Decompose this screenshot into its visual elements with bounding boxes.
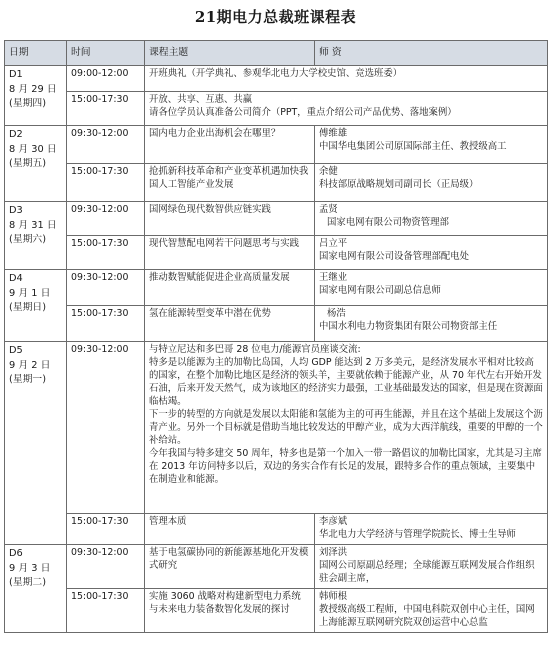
day-cell — [5, 342, 67, 545]
day-code: D2 — [9, 129, 23, 140]
topic-cell — [145, 514, 315, 545]
topic-cell — [145, 270, 315, 306]
day-weekday: (星期一) — [9, 374, 47, 386]
table-row — [5, 126, 548, 164]
teacher-name: 刘泽洪 — [319, 546, 348, 558]
table-row — [5, 514, 548, 545]
teacher-name: 韩师根 — [319, 590, 348, 602]
topic-cell — [145, 342, 548, 514]
topic-cell — [145, 92, 548, 126]
topic-text: 开放、共享、互惠、共赢 — [149, 94, 253, 105]
topic-text: 与特立尼达和多巴哥 28 位电力/能源官员座谈交流: — [149, 344, 361, 355]
topic-text: 推动数智赋能促进企业高质量发展 — [149, 272, 290, 283]
teacher-name: 李彦斌 — [319, 516, 348, 527]
table-row — [5, 92, 548, 126]
teacher-cell — [315, 202, 548, 236]
page-title: 21期电力总裁班课程表 — [194, 8, 357, 26]
topic-text: 开班典礼（开学典礼、参观华北电力大学校史馆、竞选班委） — [149, 68, 403, 79]
day-cell — [5, 270, 67, 342]
day-date: 9 月 1 日 — [9, 287, 51, 299]
day-code: D1 — [9, 69, 23, 80]
teacher-name: 王继业 — [319, 272, 348, 283]
teacher-title: 中国水利电力物资集团有限公司物资部主任 — [319, 320, 498, 332]
time-cell: 09:30-12:00 — [67, 544, 145, 588]
day-cell — [5, 126, 67, 202]
teacher-title: 国家电网有限公司副总信息师 — [319, 284, 441, 296]
time-cell: 09:30-12:00 — [67, 202, 145, 236]
teacher-cell — [315, 514, 548, 545]
topic-cell — [145, 126, 315, 164]
teacher-name: 余健 — [319, 166, 338, 177]
day-date: 9 月 2 日 — [9, 359, 51, 371]
time-cell: 15:00-17:30 — [67, 306, 145, 342]
table-row — [5, 306, 548, 342]
teacher-name: 傅维雄 — [319, 128, 348, 139]
time-cell: 09:30-12:00 — [67, 342, 145, 514]
topic-cell — [145, 544, 315, 588]
teacher-title: 教授级高级工程师，中国电科院双创中心主任，国网上海能源互联网研究院双创运营中心总监 — [319, 603, 535, 628]
table-row — [5, 270, 548, 306]
day-weekday: (星期五) — [9, 158, 47, 170]
time-cell: 15:00-17:30 — [67, 164, 145, 202]
table-row — [5, 66, 548, 92]
topic-text: 特多是以能源为主的加勒比岛国，人均 GDP 能达到 2 万多美元，是经济发展水平相对比较高的国家，在整个加勒比地区是经济的领头羊，主要就依赖于能源产业，从 70 年代左右开始开发石油，后来开发天然气，成为该地区的经济实力最强，工业基础最发达的国家，但是现在资源面临枯竭。 — [149, 356, 543, 407]
header-topic: 课程主题 — [145, 41, 315, 66]
topic-text: 国内电力企业出海机会在哪里？ — [149, 128, 281, 139]
topic-text: 氢在能源转型变革中潜在优势 — [149, 308, 271, 319]
teacher-name: 杨浩 — [327, 308, 346, 319]
topic-cell — [145, 164, 315, 202]
table-row — [5, 236, 548, 270]
teacher-title: 中国华电集团公司原国际部主任、教授级高工 — [319, 140, 507, 152]
header-teacher: 师 资 — [315, 41, 548, 66]
day-cell — [5, 202, 67, 270]
table-row — [5, 588, 548, 632]
teacher-name: 孟贤 — [319, 204, 338, 215]
teacher-cell — [315, 270, 548, 306]
time-cell: 09:30-12:00 — [67, 270, 145, 306]
teacher-title: 国家电网有限公司设备管理部配电处 — [319, 250, 470, 262]
time-cell: 09:00-12:00 — [67, 66, 145, 92]
topic-text: 今年我国与特多建交 50 周年，特多也是第一个加入一带一路倡议的加勒比国家，尤其是习主席在 2013 年访问特多以后，双边的务实合作有长足的发展，跟特多合作的重点领域，主要集中在制造业和能源。 — [149, 447, 542, 485]
topic-cell — [145, 306, 315, 342]
day-code: D4 — [9, 273, 23, 284]
teacher-title: 华北电力大学经济与管理学院院长、博士生导师 — [319, 528, 516, 540]
teacher-cell — [315, 164, 548, 202]
teacher-cell — [315, 236, 548, 270]
time-cell: 15:00-17:30 — [67, 92, 145, 126]
teacher-title: 科技部原战略规划司副司长（正局级） — [319, 178, 479, 190]
day-cell — [5, 544, 67, 632]
day-code: D3 — [9, 205, 23, 216]
day-code: D6 — [9, 547, 23, 559]
topic-cell — [145, 66, 548, 92]
day-weekday: (星期二) — [9, 577, 47, 589]
schedule-table — [4, 40, 548, 633]
teacher-cell — [315, 306, 548, 342]
topic-text: 抢抓新科技革命和产业变革机遇加快我国人工智能产业发展 — [149, 166, 309, 190]
topic-text: 管理本质 — [149, 516, 187, 527]
teacher-cell — [315, 126, 548, 164]
day-date: 8 月 31 日 — [9, 219, 57, 231]
day-cell — [5, 66, 67, 126]
day-weekday: (星期六) — [9, 234, 47, 246]
topic-text: 现代智慧配电网若干问题思考与实践 — [149, 238, 300, 249]
teacher-cell — [315, 544, 548, 588]
header-date: 日期 — [5, 41, 67, 66]
time-cell: 15:00-17:30 — [67, 236, 145, 270]
day-date: 8 月 29 日 — [9, 83, 57, 95]
header-time: 时间 — [67, 41, 145, 66]
topic-cell — [145, 588, 315, 632]
day-weekday: (星期四) — [9, 98, 47, 110]
topic-text: 请各位学员认真准备公司简介（PPT，重点介绍公司产品优势、落地案例） — [149, 106, 457, 118]
day-date: 8 月 30 日 — [9, 143, 57, 155]
topic-text: 实施 3060 战略对构建新型电力系统与未来电力装备数智化发展的探讨 — [149, 590, 301, 615]
topic-cell — [145, 202, 315, 236]
teacher-title: 国家电网有限公司物资管理部 — [327, 216, 449, 228]
day-weekday: (星期日) — [9, 302, 47, 314]
topic-text: 下一步的转型的方向就是发展以太阳能和氢能为主的可再生能源，并且在这个基础上发展这个沥青产业。另外一个目标就是借助当地比较发达的甲醇产业，成为大西洋航线，重要的甲醇的一个补给站。 — [149, 408, 543, 446]
table-row — [5, 342, 548, 514]
topic-cell — [145, 236, 315, 270]
topic-text: 国网绿色现代数智供应链实践 — [149, 204, 271, 215]
time-cell: 15:00-17:30 — [67, 588, 145, 632]
table-row — [5, 544, 548, 588]
table-row — [5, 202, 548, 236]
teacher-name: 吕立平 — [319, 238, 348, 249]
time-cell: 09:30-12:00 — [67, 126, 145, 164]
teacher-cell — [315, 588, 548, 632]
teacher-title: 国网公司原副总经理；全球能源互联网发展合作组织驻会副主席， — [319, 559, 535, 584]
day-code: D5 — [9, 345, 23, 356]
topic-text: 基于电氢碳协同的新能源基地化开发模式研究 — [149, 546, 309, 571]
table-header-row — [5, 41, 548, 66]
day-date: 9 月 3 日 — [9, 562, 51, 574]
time-cell: 15:00-17:30 — [67, 514, 145, 545]
table-row — [5, 164, 548, 202]
